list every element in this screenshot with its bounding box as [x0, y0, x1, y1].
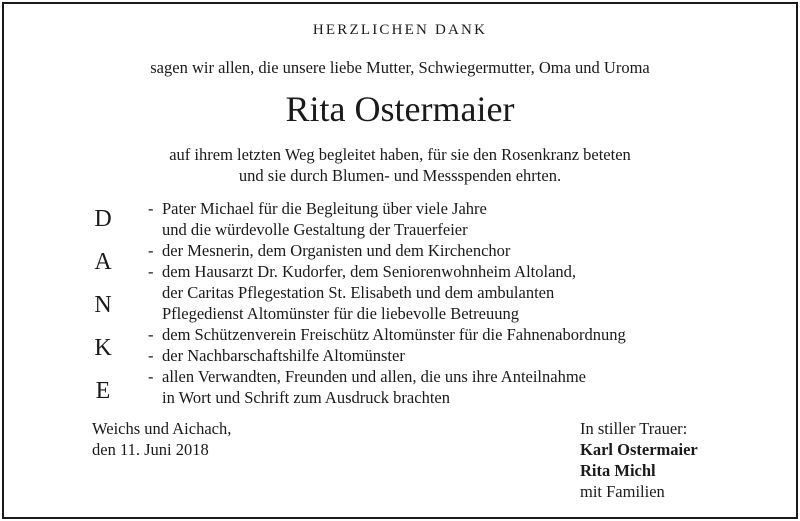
danke-letter: K	[94, 335, 112, 361]
thanks-line: - dem Schützenverein Freischütz Altomünster für die Fahnenabordnung	[162, 325, 626, 344]
thanks-line: - dem Hausarzt Dr. Kudorfer, dem Seniorenwohnheim Altoland,	[162, 262, 577, 281]
thanks-entry	[148, 240, 626, 261]
date-text: den 11. Juni 2018	[92, 440, 209, 459]
thanks-line: in Wort und Schrift zum Ausdruck brachten	[162, 388, 450, 407]
thanks-entry	[148, 324, 626, 345]
sub-line: auf ihrem letzten Weg begleitet haben, für sie den Rosenkranz beteten	[169, 145, 631, 164]
sub-text	[0, 144, 800, 186]
danke-letter: A	[94, 249, 112, 275]
mourner-name: Rita Michl	[580, 461, 656, 480]
thanks-line: - allen Verwandten, Freunden und allen, die uns ihre Anteilnahme	[162, 367, 586, 386]
thanks-line: und die würdevolle Gestaltung der Trauerfeier	[162, 220, 468, 239]
deceased-name: Rita Ostermaier	[285, 89, 515, 129]
thanks-entry	[148, 261, 626, 324]
thanks-list	[148, 198, 626, 408]
danke-letter: N	[94, 292, 112, 318]
thanks-line: Pflegedienst Altomünster für die liebevolle Betreuung	[162, 304, 519, 323]
thanks-line: - der Mesnerin, dem Organisten und dem Kirchenchor	[162, 241, 511, 260]
danke-letter: D	[94, 206, 112, 232]
place-date-block	[92, 418, 231, 460]
thanks-entry	[148, 345, 626, 366]
sub-line: und sie durch Blumen- und Messspenden ehrten.	[238, 166, 562, 185]
intro-text: sagen wir allen, die unsere liebe Mutter, Schwiegermutter, Oma und Uroma	[150, 58, 650, 77]
thanks-line: - Pater Michael für die Begleitung über viele Jahre	[162, 199, 487, 218]
mourner-name: Karl Ostermaier	[580, 440, 698, 459]
danke-letter: E	[95, 378, 111, 404]
mourners-block	[580, 418, 698, 502]
thanks-line: der Caritas Pflegestation St. Elisabeth und dem ambulanten	[162, 283, 555, 302]
mourning-family: mit Familien	[580, 482, 665, 501]
danke-vertical	[90, 198, 116, 413]
notice-heading: HERZLICHEN DANK	[312, 22, 488, 38]
place-text: Weichs und Aichach,	[92, 419, 232, 438]
thanks-line: - der Nachbarschaftshilfe Altomünster	[162, 346, 405, 365]
thanks-entry	[148, 366, 626, 408]
thanks-entry	[148, 198, 626, 240]
mourning-intro: In stiller Trauer:	[580, 419, 688, 438]
